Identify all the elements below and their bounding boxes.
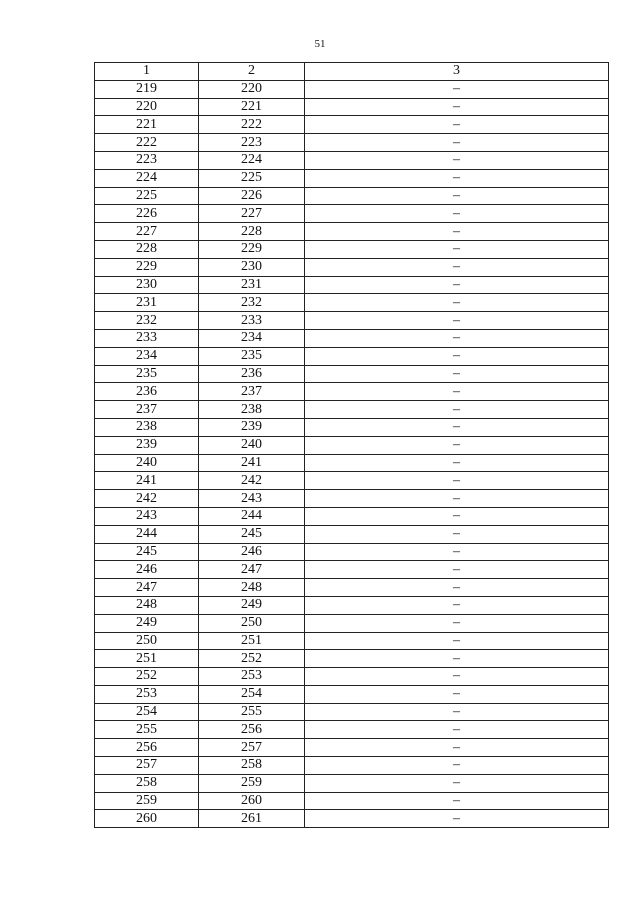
table-cell-col-2: 247	[199, 561, 305, 579]
table-cell-col-1: 236	[95, 383, 199, 401]
table-cell-col-2: 221	[199, 98, 305, 116]
table-cell-col-3: –	[305, 169, 609, 187]
table-cell-col-3: –	[305, 703, 609, 721]
table-row	[95, 650, 609, 668]
table-cell-col-3: –	[305, 507, 609, 525]
table-cell-col-3: –	[305, 561, 609, 579]
table-row	[95, 294, 609, 312]
table-row	[95, 507, 609, 525]
table-cell-col-3: –	[305, 187, 609, 205]
table-cell-col-2: 260	[199, 792, 305, 810]
table-cell-col-2: 235	[199, 347, 305, 365]
table-cell-col-2: 245	[199, 525, 305, 543]
table-row	[95, 205, 609, 223]
table-cell-col-2: 250	[199, 614, 305, 632]
table-cell-col-2: 252	[199, 650, 305, 668]
table-cell-col-2: 239	[199, 418, 305, 436]
table-row	[95, 312, 609, 330]
table-row	[95, 792, 609, 810]
table-cell-col-2: 220	[199, 80, 305, 98]
table-row	[95, 116, 609, 134]
table-cell-col-1: 229	[95, 258, 199, 276]
table-cell-col-1: 238	[95, 418, 199, 436]
table-cell-col-1: 249	[95, 614, 199, 632]
table-cell-col-1: 237	[95, 401, 199, 419]
table-cell-col-3: –	[305, 205, 609, 223]
table-cell-col-1: 239	[95, 436, 199, 454]
table-row	[95, 490, 609, 508]
table-row	[95, 169, 609, 187]
table-cell-col-1: 246	[95, 561, 199, 579]
table-row	[95, 276, 609, 294]
table-cell-col-3: –	[305, 579, 609, 597]
table-cell-col-3: –	[305, 668, 609, 686]
table-cell-col-2: 251	[199, 632, 305, 650]
table-cell-col-3: –	[305, 739, 609, 757]
table-cell-col-1: 258	[95, 774, 199, 792]
table-cell-col-2: 236	[199, 365, 305, 383]
table-cell-col-1: 256	[95, 739, 199, 757]
table-row	[95, 454, 609, 472]
table-cell-col-3: –	[305, 650, 609, 668]
table-cell-col-1: 232	[95, 312, 199, 330]
table-row	[95, 151, 609, 169]
table-cell-col-3: –	[305, 223, 609, 241]
table-row	[95, 329, 609, 347]
table-row	[95, 703, 609, 721]
table-cell-col-3: –	[305, 98, 609, 116]
table-row	[95, 739, 609, 757]
table-cell-col-1: 224	[95, 169, 199, 187]
table-cell-col-2: 222	[199, 116, 305, 134]
table-cell-col-1: 240	[95, 454, 199, 472]
table-cell-col-3: –	[305, 685, 609, 703]
table-cell-col-1: 219	[95, 80, 199, 98]
table-cell-col-2: 226	[199, 187, 305, 205]
table-row	[95, 668, 609, 686]
table-cell-col-3: –	[305, 80, 609, 98]
table-cell-col-1: 226	[95, 205, 199, 223]
table-cell-col-2: 259	[199, 774, 305, 792]
table-cell-col-3: –	[305, 721, 609, 739]
table-cell-col-2: 223	[199, 134, 305, 152]
data-table	[94, 62, 609, 828]
table-cell-col-3: –	[305, 810, 609, 828]
table-row	[95, 223, 609, 241]
table-cell-col-2: 254	[199, 685, 305, 703]
table-row	[95, 525, 609, 543]
table-cell-col-1: 227	[95, 223, 199, 241]
table-cell-col-2: 227	[199, 205, 305, 223]
table-cell-col-1: 221	[95, 116, 199, 134]
table-row	[95, 561, 609, 579]
table-cell-col-1: 223	[95, 151, 199, 169]
table-cell-col-2: 249	[199, 596, 305, 614]
table-cell-col-1: 241	[95, 472, 199, 490]
table-cell-col-2: 241	[199, 454, 305, 472]
table-cell-col-2: 225	[199, 169, 305, 187]
table-cell-col-3: –	[305, 472, 609, 490]
table-cell-col-3: –	[305, 757, 609, 775]
table-row	[95, 579, 609, 597]
table-cell-col-1: 235	[95, 365, 199, 383]
table-cell-col-1: 255	[95, 721, 199, 739]
table-row	[95, 383, 609, 401]
table-cell-col-3: –	[305, 525, 609, 543]
column-header-3: 3	[305, 63, 609, 81]
table-row	[95, 632, 609, 650]
table-cell-col-3: –	[305, 329, 609, 347]
table-cell-col-3: –	[305, 454, 609, 472]
table-cell-col-2: 242	[199, 472, 305, 490]
table-cell-col-3: –	[305, 134, 609, 152]
table-row	[95, 134, 609, 152]
table-row	[95, 240, 609, 258]
table-cell-col-2: 258	[199, 757, 305, 775]
table-row	[95, 810, 609, 828]
table-row	[95, 258, 609, 276]
table-row	[95, 365, 609, 383]
table-cell-col-1: 242	[95, 490, 199, 508]
table-cell-col-3: –	[305, 347, 609, 365]
table-cell-col-1: 257	[95, 757, 199, 775]
table-header	[95, 63, 609, 81]
table-row	[95, 347, 609, 365]
table-cell-col-2: 234	[199, 329, 305, 347]
table-cell-col-1: 230	[95, 276, 199, 294]
table-row	[95, 436, 609, 454]
table-cell-col-3: –	[305, 294, 609, 312]
table-cell-col-2: 257	[199, 739, 305, 757]
table-cell-col-1: 247	[95, 579, 199, 597]
table-cell-col-1: 252	[95, 668, 199, 686]
table-cell-col-2: 240	[199, 436, 305, 454]
table-cell-col-2: 261	[199, 810, 305, 828]
table-cell-col-2: 255	[199, 703, 305, 721]
table-cell-col-1: 248	[95, 596, 199, 614]
table-cell-col-3: –	[305, 276, 609, 294]
table-cell-col-2: 243	[199, 490, 305, 508]
table-cell-col-2: 253	[199, 668, 305, 686]
table-row	[95, 543, 609, 561]
table-cell-col-3: –	[305, 490, 609, 508]
table-cell-col-3: –	[305, 418, 609, 436]
table-cell-col-3: –	[305, 383, 609, 401]
table-row	[95, 98, 609, 116]
table-cell-col-2: 244	[199, 507, 305, 525]
table-row	[95, 80, 609, 98]
table-cell-col-3: –	[305, 614, 609, 632]
table-cell-col-1: 234	[95, 347, 199, 365]
table-cell-col-3: –	[305, 401, 609, 419]
table-cell-col-2: 232	[199, 294, 305, 312]
table-cell-col-2: 248	[199, 579, 305, 597]
header-row	[95, 63, 609, 81]
table-cell-col-3: –	[305, 543, 609, 561]
table-cell-col-2: 256	[199, 721, 305, 739]
table-cell-col-3: –	[305, 258, 609, 276]
table-row	[95, 187, 609, 205]
table-cell-col-2: 224	[199, 151, 305, 169]
table-row	[95, 685, 609, 703]
table-row	[95, 596, 609, 614]
table-cell-col-3: –	[305, 312, 609, 330]
table-row	[95, 774, 609, 792]
table-cell-col-3: –	[305, 436, 609, 454]
table-row	[95, 472, 609, 490]
table-cell-col-3: –	[305, 596, 609, 614]
table-cell-col-3: –	[305, 774, 609, 792]
column-header-1: 1	[95, 63, 199, 81]
table-cell-col-2: 231	[199, 276, 305, 294]
table-cell-col-1: 250	[95, 632, 199, 650]
table-row	[95, 401, 609, 419]
table-cell-col-3: –	[305, 240, 609, 258]
table-cell-col-2: 230	[199, 258, 305, 276]
table-cell-col-1: 251	[95, 650, 199, 668]
table-cell-col-2: 228	[199, 223, 305, 241]
table-cell-col-3: –	[305, 792, 609, 810]
table-row	[95, 721, 609, 739]
table-cell-col-1: 260	[95, 810, 199, 828]
table-cell-col-1: 253	[95, 685, 199, 703]
table-cell-col-1: 244	[95, 525, 199, 543]
column-header-2: 2	[199, 63, 305, 81]
page-number: 51	[314, 38, 326, 50]
table-cell-col-1: 233	[95, 329, 199, 347]
table-cell-col-2: 233	[199, 312, 305, 330]
table-cell-col-1: 222	[95, 134, 199, 152]
table-cell-col-3: –	[305, 365, 609, 383]
table-cell-col-2: 238	[199, 401, 305, 419]
table-row	[95, 614, 609, 632]
table-cell-col-1: 245	[95, 543, 199, 561]
table-cell-col-1: 220	[95, 98, 199, 116]
table-cell-col-1: 243	[95, 507, 199, 525]
table-cell-col-3: –	[305, 151, 609, 169]
table-cell-col-2: 229	[199, 240, 305, 258]
table-cell-col-1: 228	[95, 240, 199, 258]
table-row	[95, 757, 609, 775]
table-cell-col-3: –	[305, 116, 609, 134]
table-cell-col-1: 225	[95, 187, 199, 205]
table-cell-col-2: 246	[199, 543, 305, 561]
table-cell-col-1: 231	[95, 294, 199, 312]
table-row	[95, 418, 609, 436]
table-cell-col-1: 259	[95, 792, 199, 810]
table-cell-col-3: –	[305, 632, 609, 650]
table-cell-col-2: 237	[199, 383, 305, 401]
table-cell-col-1: 254	[95, 703, 199, 721]
table-body	[95, 80, 609, 827]
